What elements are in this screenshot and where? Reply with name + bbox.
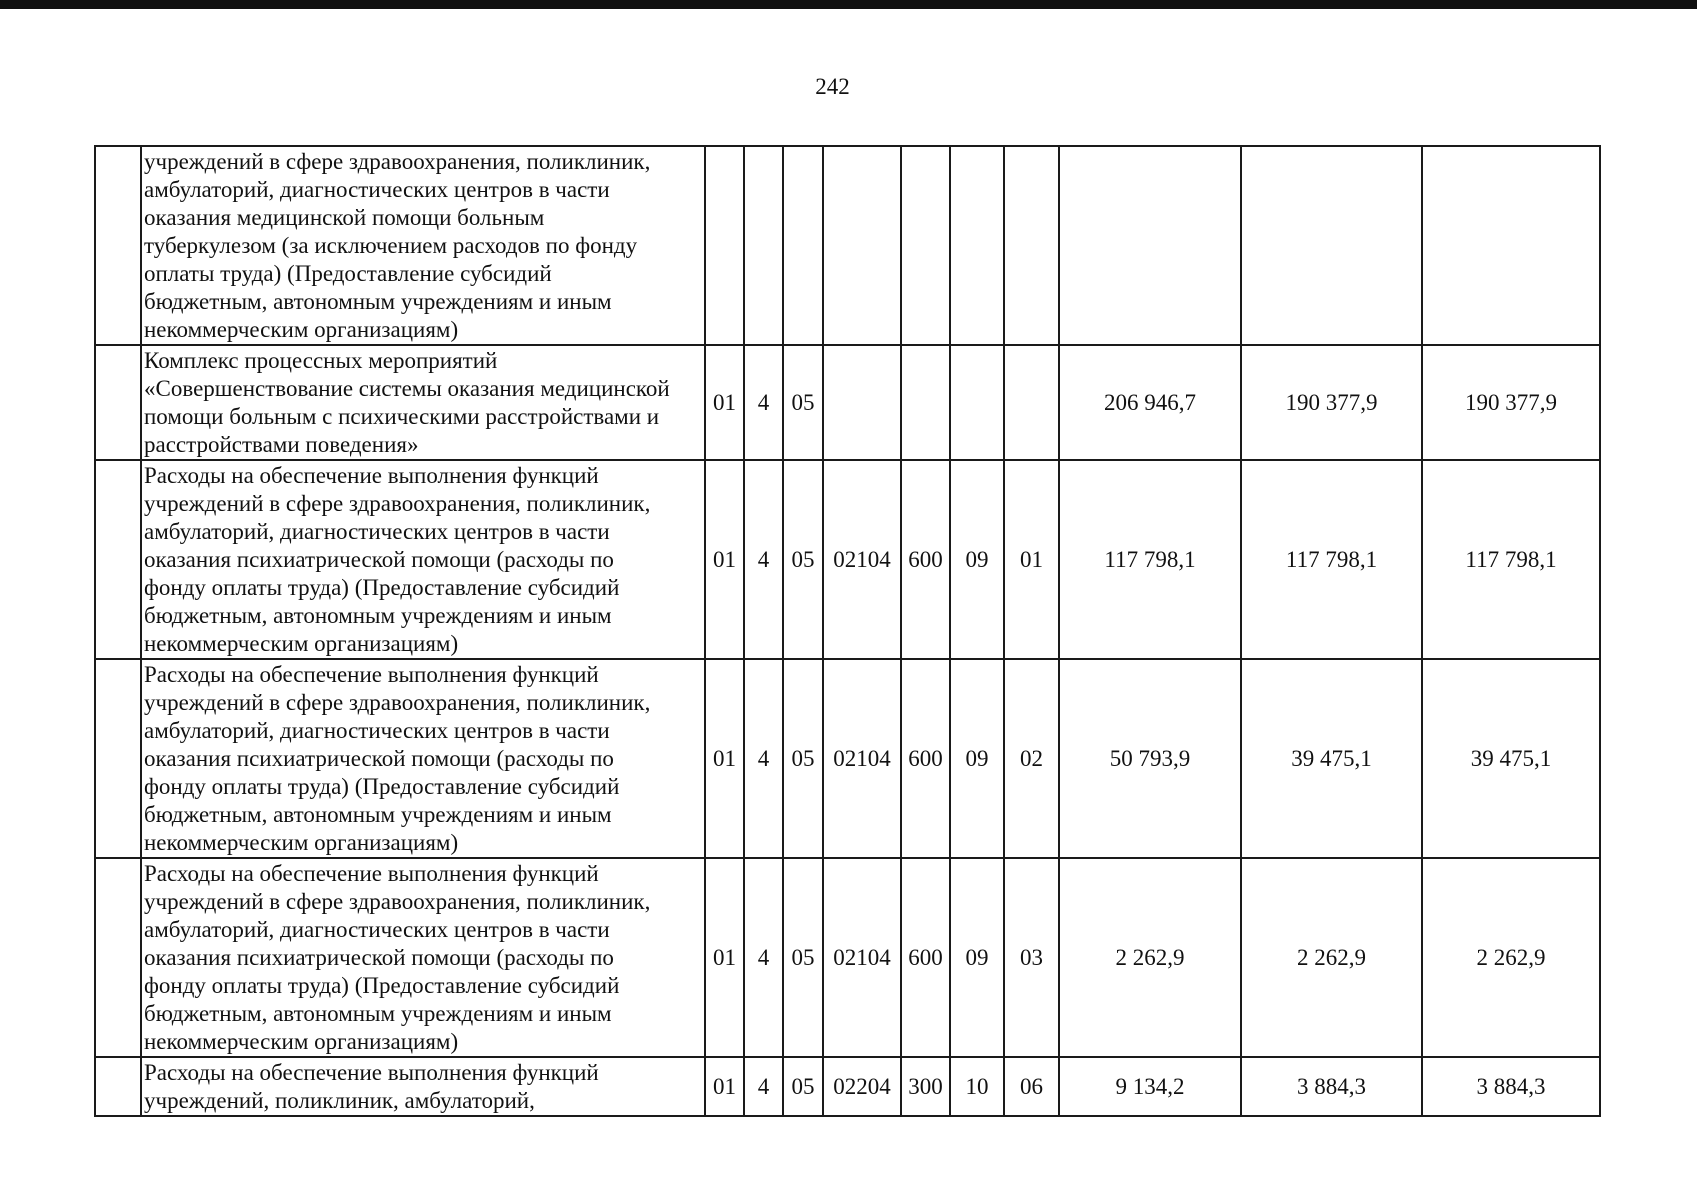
table-cell-code: 600: [901, 858, 950, 1057]
table-cell-number: [95, 345, 141, 460]
table-row: [95, 1057, 1600, 1116]
table-cell-code: 09: [950, 460, 1004, 659]
table-cell-code: 01: [705, 1057, 744, 1116]
table-cell-code: 05: [783, 345, 823, 460]
table-cell-description: учреждений в сфере здравоохранения, поликлиник, амбулаторий, диагностических центров в части оказания медицинской помощи больным туберкулезом (за исключением расходов по фонду оплаты труда) (Предоставление субсидий бюджетным, автономным учреждениям и иным некоммерческим организациям): [141, 146, 705, 345]
table-cell-description: Расходы на обеспечение выполнения функций учреждений в сфере здравоохранения, поликлиник, амбулаторий, диагностических центров в части оказания психиатрической помощи (расходы по фонду оплаты труда) (Предоставление субсидий бюджетным, автономным учреждениям и иным некоммерческим организациям): [141, 858, 705, 1057]
table-cell-code: [901, 345, 950, 460]
table-cell-amount: 3 884,3: [1241, 1057, 1422, 1116]
page-number: 242: [815, 74, 850, 99]
budget-table: [94, 145, 1601, 1117]
table-cell-amount: 9 134,2: [1059, 1057, 1241, 1116]
table-cell-description: Комплекс процессных мероприятий «Совершенствование системы оказания медицинской помощи больным с психическими расстройствами и расстройствами поведения»: [141, 345, 705, 460]
table-cell-code: 4: [744, 858, 783, 1057]
table-cell-amount: 190 377,9: [1241, 345, 1422, 460]
table-cell-amount: 2 262,9: [1059, 858, 1241, 1057]
table-cell-code: 09: [950, 659, 1004, 858]
table-cell-amount: 39 475,1: [1241, 659, 1422, 858]
table-cell-amount: 50 793,9: [1059, 659, 1241, 858]
table-cell-code: [744, 146, 783, 345]
table-cell-code: 02104: [823, 460, 901, 659]
table-cell-code: 05: [783, 659, 823, 858]
table-cell-code: 01: [705, 659, 744, 858]
table-cell-description: Расходы на обеспечение выполнения функций учреждений в сфере здравоохранения, поликлиник, амбулаторий, диагностических центров в части оказания психиатрической помощи (расходы по фонду оплаты труда) (Предоставление субсидий бюджетным, автономным учреждениям и иным некоммерческим организациям): [141, 460, 705, 659]
table-cell-code: 02204: [823, 1057, 901, 1116]
table-cell-amount: [1422, 146, 1600, 345]
table-cell-code: 01: [705, 460, 744, 659]
table-cell-number: [95, 1057, 141, 1116]
table-cell-code: [950, 345, 1004, 460]
table-cell-code: [783, 146, 823, 345]
table-cell-code: 01: [705, 858, 744, 1057]
table-cell-code: [823, 146, 901, 345]
table-cell-description: Расходы на обеспечение выполнения функций учреждений, поликлиник, амбулаторий,: [141, 1057, 705, 1116]
table-cell-code: [950, 146, 1004, 345]
table-cell-code: 05: [783, 858, 823, 1057]
table-cell-amount: [1241, 146, 1422, 345]
table-cell-code: 05: [783, 460, 823, 659]
table-row: [95, 858, 1600, 1057]
table-cell-code: 02104: [823, 659, 901, 858]
table-cell-amount: 2 262,9: [1422, 858, 1600, 1057]
table-cell-amount: 3 884,3: [1422, 1057, 1600, 1116]
table-cell-code: 4: [744, 460, 783, 659]
table-cell-amount: 190 377,9: [1422, 345, 1600, 460]
table-cell-code: 03: [1004, 858, 1059, 1057]
table-cell-amount: 117 798,1: [1422, 460, 1600, 659]
table-cell-code: 300: [901, 1057, 950, 1116]
table-cell-code: 02: [1004, 659, 1059, 858]
table-cell-code: [901, 146, 950, 345]
table-row: [95, 460, 1600, 659]
table-row: [95, 146, 1600, 345]
table-cell-code: 600: [901, 460, 950, 659]
table-cell-code: 02104: [823, 858, 901, 1057]
table-row: [95, 659, 1600, 858]
table-cell-code: 06: [1004, 1057, 1059, 1116]
table-cell-code: 09: [950, 858, 1004, 1057]
table-cell-code: [1004, 146, 1059, 345]
table-cell-amount: 206 946,7: [1059, 345, 1241, 460]
table-cell-amount: [1059, 146, 1241, 345]
table-cell-code: 01: [1004, 460, 1059, 659]
table-cell-amount: 2 262,9: [1241, 858, 1422, 1057]
table-cell-amount: 117 798,1: [1241, 460, 1422, 659]
table-cell-code: [1004, 345, 1059, 460]
scan-top-edge: [0, 0, 1697, 9]
table-cell-code: 01: [705, 345, 744, 460]
table-cell-number: [95, 659, 141, 858]
table-cell-code: 600: [901, 659, 950, 858]
table-cell-code: 10: [950, 1057, 1004, 1116]
table-cell-number: [95, 460, 141, 659]
table-cell-code: 4: [744, 1057, 783, 1116]
table-cell-code: 4: [744, 659, 783, 858]
table-row: [95, 345, 1600, 460]
table-cell-code: 4: [744, 345, 783, 460]
table-cell-number: [95, 146, 141, 345]
table-cell-code: [823, 345, 901, 460]
table-cell-number: [95, 858, 141, 1057]
table-cell-code: [705, 146, 744, 345]
table-cell-description: Расходы на обеспечение выполнения функций учреждений в сфере здравоохранения, поликлиник, амбулаторий, диагностических центров в части оказания психиатрической помощи (расходы по фонду оплаты труда) (Предоставление субсидий бюджетным, автономным учреждениям и иным некоммерческим организациям): [141, 659, 705, 858]
table-cell-amount: 39 475,1: [1422, 659, 1600, 858]
table-cell-code: 05: [783, 1057, 823, 1116]
table-cell-amount: 117 798,1: [1059, 460, 1241, 659]
